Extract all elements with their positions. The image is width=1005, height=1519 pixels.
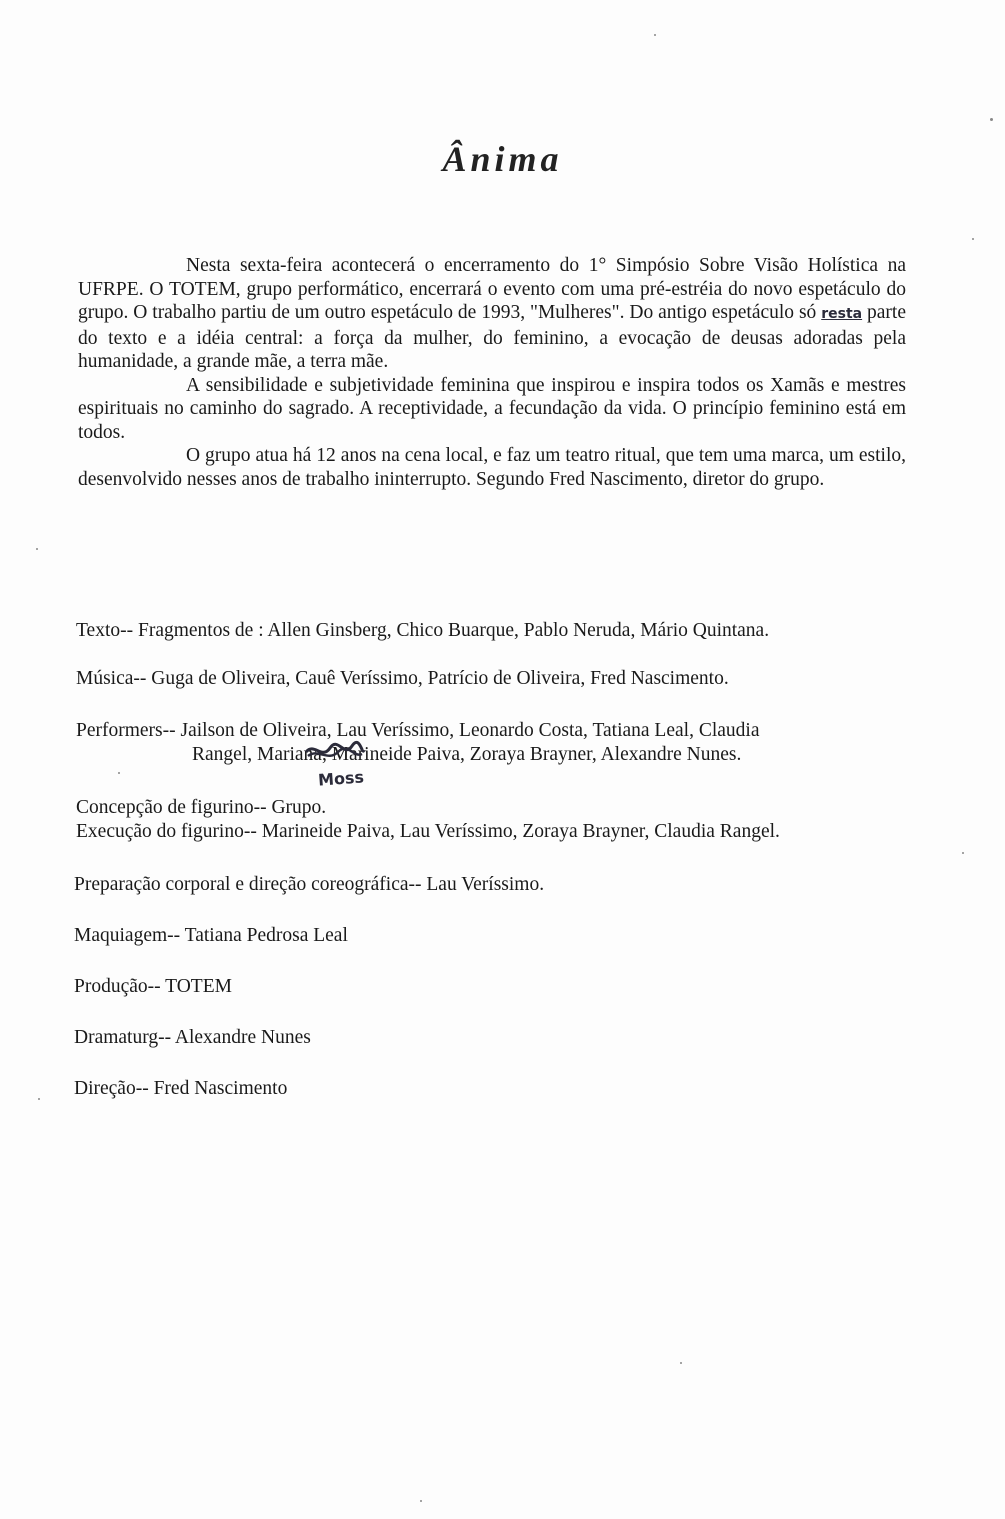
credit-performers	[76, 719, 759, 766]
document-title: Ânima	[442, 139, 563, 179]
credit-execucao: Execução do figurino-- Marineide Paiva, Lau Veríssimo, Zoraya Brayner, Claudia Rangel.	[76, 821, 780, 842]
performers-line-2: Rangel, Mariana, Marineide Paiva, Zoraya Brayner, Alexandre Nunes.	[192, 743, 742, 765]
credit-texto: Texto-- Fragmentos de : Allen Ginsberg, Chico Buarque, Pablo Neruda, Mário Quintana.	[76, 620, 770, 641]
credit-musica: Música-- Guga de Oliveira, Cauê Veríssimo, Patrício de Oliveira, Fred Nascimento.	[76, 668, 729, 689]
credit-maquiagem: Maquiagem-- Tatiana Pedrosa Leal	[74, 925, 348, 946]
handwritten-annotation: Moss	[317, 767, 365, 790]
ink-scribble-mark	[304, 738, 366, 764]
performers-line-1: Performers-- Jailson de Oliveira, Lau Veríssimo, Leonardo Costa, Tatiana Leal, Claudia	[76, 720, 760, 741]
paragraph-1-text-a: Nesta sexta-feira acontecerá o encerramento do 1° Simpósio Sobre Visão Holística na UFRPE. O TOTEM, grupo performático, encerrará o evento com uma pré-estréia do novo espetáculo do grupo. O trabalho partiu de um outro espetáculo de 1993, "Mulheres". Do antigo espetáculo só	[78, 255, 906, 323]
credit-direcao: Direção-- Fred Nascimento	[74, 1078, 288, 1099]
paper-speck	[654, 34, 656, 36]
credit-concepcao: Concepção de figurino-- Grupo.	[76, 797, 327, 818]
paragraph-2: A sensibilidade e subjetividade feminina que inspirou e inspira todos os Xamãs e mestres espirituais no caminho do sagrado. A receptividade, a fecundação da vida. O princípio feminino está em todos.	[78, 374, 906, 443]
paper-speck	[680, 1362, 682, 1364]
credit-dramaturg: Dramaturg-- Alexandre Nunes	[74, 1027, 311, 1048]
document-body	[78, 254, 906, 491]
paper-speck	[420, 1500, 422, 1502]
paper-speck	[962, 852, 964, 854]
credit-producao: Produção-- TOTEM	[74, 976, 232, 997]
paper-speck	[972, 238, 974, 240]
paragraph-3: O grupo atua há 12 anos na cena local, e faz um teatro ritual, que tem uma marca, um estilo, desenvolvido nesses anos de trabalho ininterrupto. Segundo Fred Nascimento, diretor do grupo.	[78, 445, 906, 490]
paper-speck	[118, 772, 120, 774]
handwritten-correction: resta	[821, 306, 863, 322]
paper-speck	[36, 548, 38, 550]
paper-speck	[990, 118, 993, 121]
paragraph-1	[78, 254, 906, 374]
credit-preparacao: Preparação corporal e direção coreográfica-- Lau Veríssimo.	[74, 874, 545, 895]
paragraph-1-text-b: parte do texto e a idéia central: a força da mulher, do feminino, a evocação de deusas adoradas pela humanidade, a grande mãe, a terra mãe.	[78, 302, 907, 372]
paper-speck	[38, 1098, 40, 1100]
